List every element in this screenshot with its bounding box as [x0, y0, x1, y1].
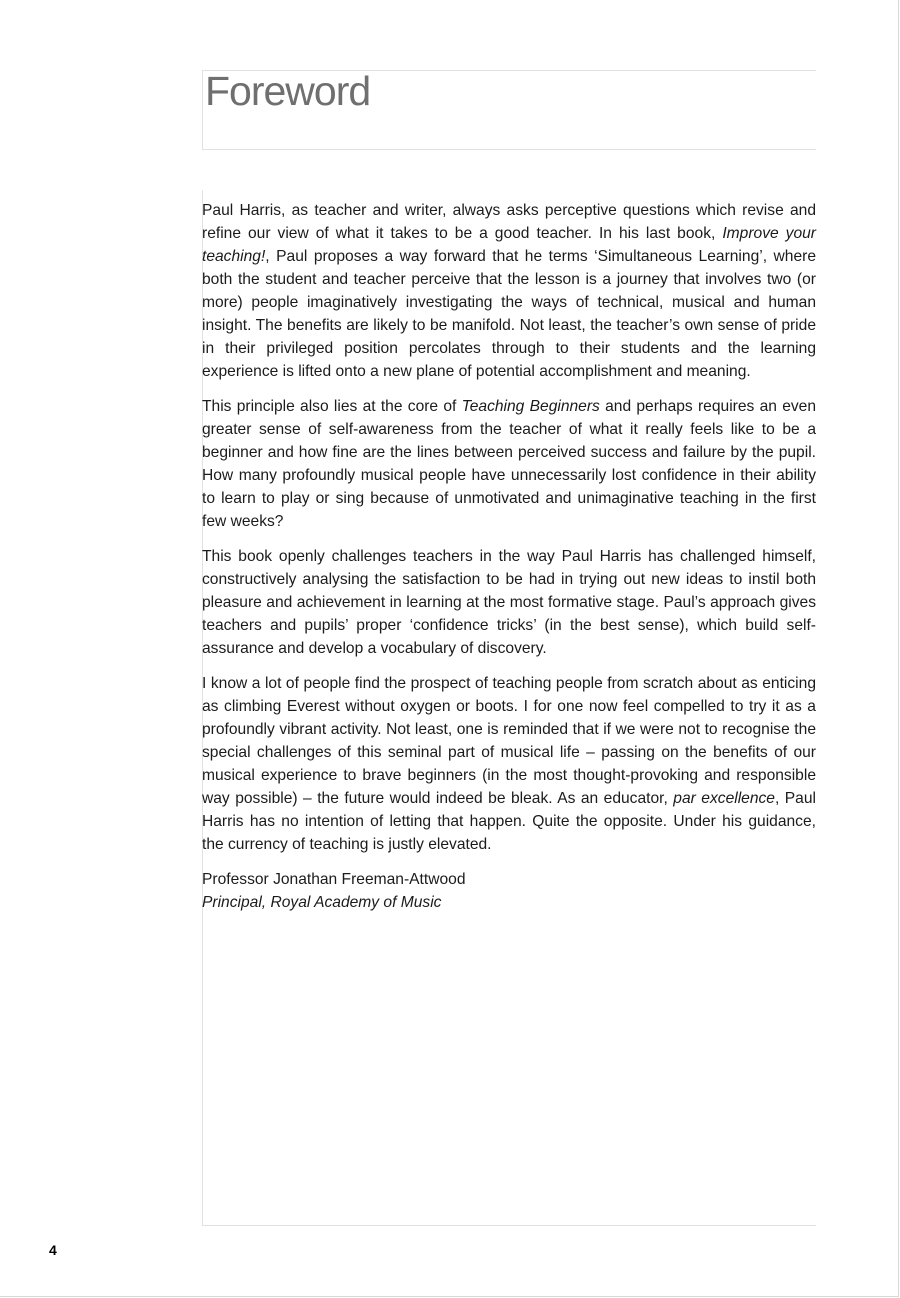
paragraph-2-text-a: This principle also lies at the core of	[202, 398, 462, 415]
book-title-improve-your-teaching: Improve your teaching!	[202, 225, 816, 265]
paragraph-2-text-b: and perhaps requires an even greater sense of self-awareness from the teacher of what it really feels like to be a beginner and how fine are the lines between perceived success and failure by the pupil. How many profoundly musical people have unnecessarily lost confidence in their ability to learn to play or sing because of unmotivated and unimaginative teaching in the first few weeks?	[202, 398, 817, 530]
paragraph-4-text-b: , Paul Harris has no intention of letting that happen. Quite the opposite. Under his guidance, the currency of teaching is justly elevated.	[202, 790, 816, 853]
signature-name: Professor Jonathan Freeman-Attwood	[202, 871, 466, 888]
signature-role: Principal, Royal Academy of Music	[202, 894, 442, 911]
paragraph-4	[202, 672, 816, 856]
phrase-par-excellence: par excellence	[673, 790, 775, 807]
page-title: Foreword	[205, 68, 371, 114]
title-box	[202, 70, 816, 150]
page-number: 4	[49, 1242, 57, 1258]
paragraph-1	[202, 199, 816, 383]
book-title-teaching-beginners: Teaching Beginners	[461, 398, 600, 415]
paragraph-2	[202, 395, 816, 533]
paragraph-4-text-a: I know a lot of people find the prospect of teaching people from scratch about as enticing as climbing Everest without oxygen or boots. I for one now feel compelled to try it as a profoundly vibrant activity. Not least, one is reminded that if we were not to recognise the special challenges of this seminal part of musical life – passing on the benefits of our musical experience to brave beginners (in the most thought-provoking and responsible way possible) – the future would indeed be bleak. As an educator,	[202, 675, 816, 807]
paragraph-1-text-b: , Paul proposes a way forward that he terms ‘Simultaneous Learning’, where both the student and teacher perceive that the lesson is a journey that involves two (or more) people imaginatively investigating the ways of technical, musical and human insight. The benefits are likely to be manifold. Not least, the teacher’s own sense of pride in their privileged position percolates through to their students and the learning experience is lifted onto a new plane of potential accomplishment and meaning.	[202, 248, 816, 380]
paragraph-1-text-a: Paul Harris, as teacher and writer, always asks perceptive questions which revise and refine our view of what it takes to be a good teacher. In his last book,	[202, 202, 816, 242]
paragraph-3-text: This book openly challenges teachers in the way Paul Harris has challenged himself, constructively analysing the satisfaction to be had in trying out new ideas to instil both pleasure and achievement in learning at the most formative stage. Paul’s approach gives teachers and pupils’ proper ‘confidence tricks’ (in the best sense), which build self-assurance and develop a vocabulary of discovery.	[202, 548, 816, 657]
paragraph-3	[202, 545, 816, 660]
foreword-text	[202, 199, 816, 914]
signature	[202, 868, 816, 914]
